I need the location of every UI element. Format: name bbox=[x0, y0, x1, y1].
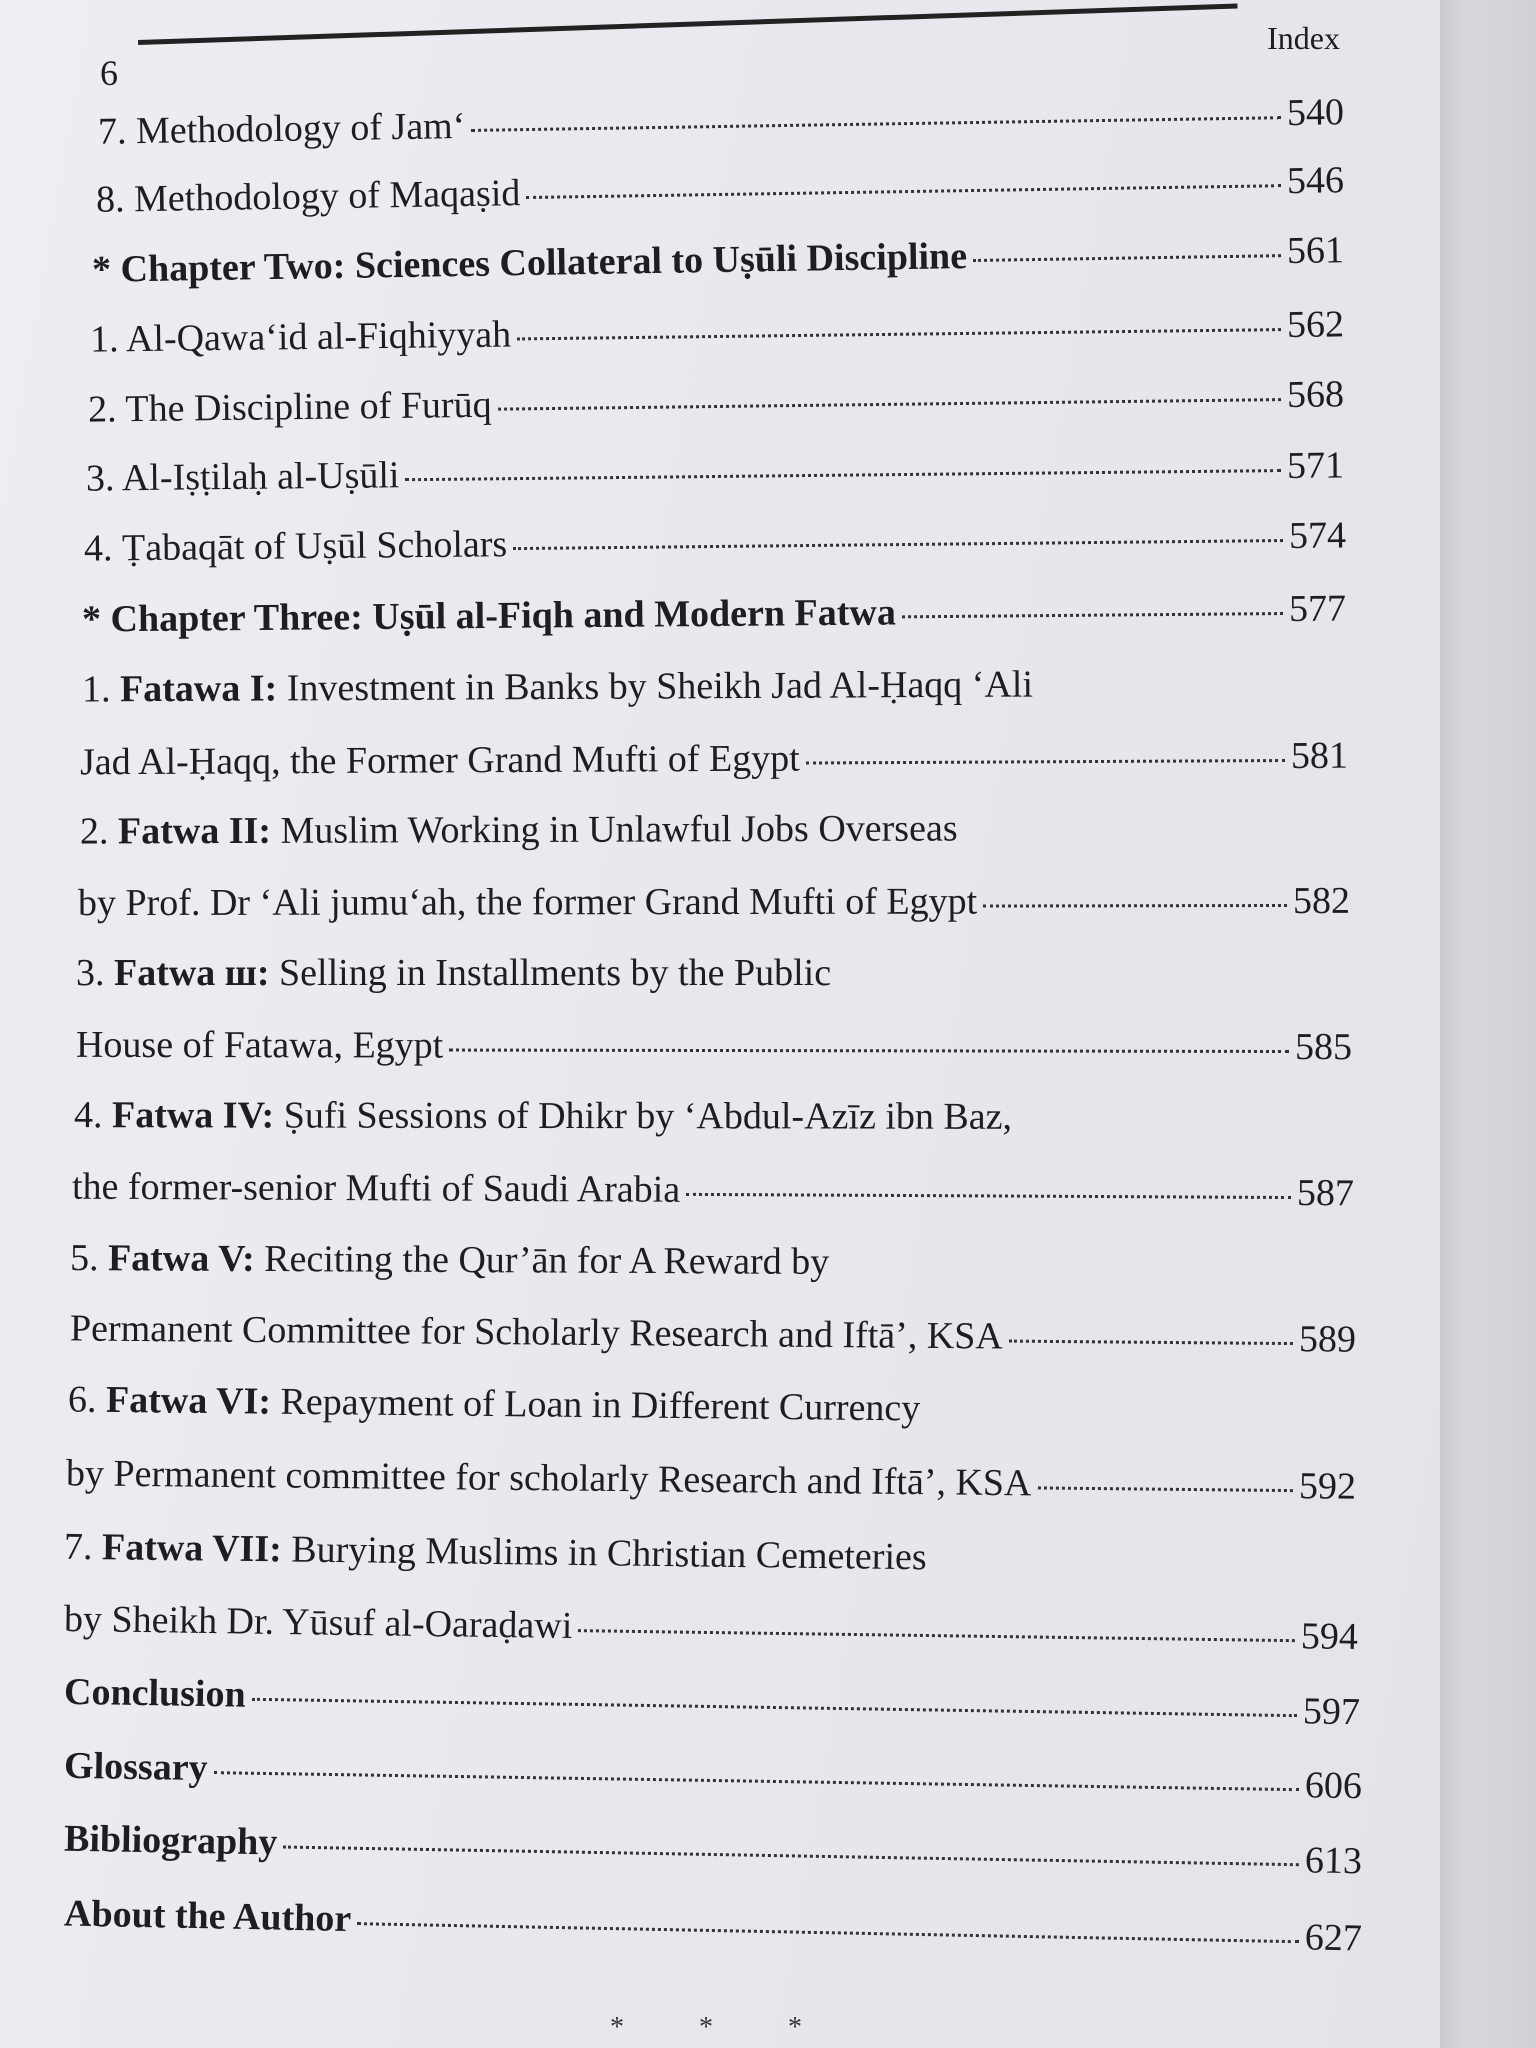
toc-entry-label: 8. Methodology of Maqaṣid bbox=[95, 172, 521, 221]
fatwa-name: Fatwa V: bbox=[107, 1237, 255, 1280]
leader-dots bbox=[449, 1049, 1289, 1053]
fatwa-title: Selling in Installments by the Public bbox=[269, 952, 832, 994]
fatwa-number: 1. bbox=[81, 668, 111, 711]
page-edge bbox=[1440, 0, 1536, 2048]
fatwa-separator: : bbox=[264, 667, 278, 710]
toc-entry-page: 540 bbox=[1286, 91, 1345, 135]
fatwa-number: 2. bbox=[79, 810, 109, 853]
leader-dots bbox=[973, 254, 1281, 262]
toc-entry bbox=[98, 90, 1345, 154]
toc-entry-label: Glossary bbox=[63, 1744, 208, 1790]
toc-entry-label: 1. Al-Qawa‘id al-Fiqhiyyah bbox=[89, 313, 512, 361]
toc-entry-page: 568 bbox=[1286, 373, 1345, 417]
toc-entry-label: Bibliography bbox=[63, 1817, 278, 1864]
toc-chapter-heading bbox=[92, 228, 1345, 292]
fatwa-separator: : bbox=[258, 809, 272, 852]
fatwa-title-line bbox=[74, 1093, 1012, 1139]
leader-dots bbox=[357, 1922, 1299, 1943]
toc-entry-label: Conclusion bbox=[63, 1670, 247, 1716]
fatwa-title: Reciting the Qur’ān for A Reward by bbox=[254, 1237, 830, 1283]
toc-entry-page: 546 bbox=[1286, 159, 1345, 203]
fatwa-number: 6. bbox=[67, 1378, 97, 1421]
toc-entry-page: 606 bbox=[1304, 1764, 1363, 1808]
fatwa-name: Fatwa VI: bbox=[105, 1378, 272, 1423]
toc-entry bbox=[80, 734, 1348, 785]
page-number: 6 bbox=[100, 53, 118, 93]
toc-backmatter-entry bbox=[64, 1892, 1363, 1961]
leader-dots bbox=[517, 328, 1281, 340]
toc-entry-page: 582 bbox=[1292, 879, 1351, 922]
toc-entry-label: the former-senior Mufti of Saudi Arabia bbox=[71, 1165, 681, 1211]
toc-entry-page: 613 bbox=[1304, 1839, 1363, 1883]
fatwa-number: 4. bbox=[73, 1094, 103, 1137]
fatwa-name: Fatwa II bbox=[117, 809, 259, 853]
toc-entry-label: 3. Al-Iṣṭilaḥ al-Uṣūli bbox=[85, 454, 400, 500]
fatwa-title-line bbox=[80, 806, 958, 853]
fatwa-name: Fatwa ш bbox=[114, 952, 257, 994]
toc-entry-page: 627 bbox=[1304, 1916, 1363, 1960]
leader-dots bbox=[513, 539, 1283, 550]
leader-dots bbox=[686, 1193, 1291, 1199]
ornament-stars: * * * bbox=[610, 2012, 836, 2043]
toc-entry-page: 587 bbox=[1296, 1172, 1355, 1215]
toc-entry bbox=[66, 1451, 1356, 1509]
toc-chapter-heading bbox=[82, 586, 1346, 641]
toc-entry-label: by Sheikh Dr. Yūsuf al-Oaraḍawi bbox=[63, 1597, 573, 1648]
toc-entry-label: Permanent Committee for Scholarly Research and Iftā’, KSA bbox=[69, 1307, 1004, 1358]
fatwa-separator: : bbox=[261, 1094, 275, 1137]
leader-dots bbox=[983, 904, 1287, 908]
toc-entry-page: 592 bbox=[1298, 1465, 1357, 1508]
toc-entry-label: 2. The Discipline of Furūq bbox=[87, 383, 492, 431]
fatwa-title: Muslim Working in Unlawful Jobs Overseas bbox=[270, 807, 958, 852]
toc-entry bbox=[96, 158, 1345, 222]
toc-entry-label: * Chapter Two: Sciences Collateral to Uṣūli Discipline bbox=[91, 235, 968, 291]
toc-entry-label: 4. Ṭabaqāt of Uṣūl Scholars bbox=[83, 523, 508, 570]
leader-dots bbox=[902, 612, 1283, 618]
toc-entry bbox=[72, 1165, 1354, 1216]
toc-entry-label: About the Author bbox=[63, 1892, 352, 1941]
fatwa-name: Fatwa VII: bbox=[101, 1526, 283, 1571]
fatwa-number: 3. bbox=[76, 952, 105, 994]
toc-entry-label: Jad Al-Ḥaqq, the Former Grand Mufti of Egypt bbox=[79, 737, 800, 784]
toc-entry-page: 597 bbox=[1302, 1690, 1361, 1734]
leader-dots bbox=[214, 1771, 1299, 1791]
running-header: Index bbox=[1267, 20, 1340, 56]
fatwa-name: Fatwa IV bbox=[111, 1094, 262, 1137]
toc-entry-page: 589 bbox=[1298, 1318, 1357, 1361]
toc-entry bbox=[76, 1023, 1352, 1069]
toc-entry-page: 585 bbox=[1294, 1026, 1353, 1069]
fatwa-title: Burying Muslims in Christian Cemeteries bbox=[281, 1528, 927, 1579]
toc-backmatter-entry bbox=[64, 1817, 1363, 1884]
toc-entry-page: 562 bbox=[1286, 303, 1345, 347]
leader-dots bbox=[498, 398, 1281, 411]
leader-dots bbox=[1009, 1340, 1293, 1345]
fatwa-title-line bbox=[68, 1378, 921, 1431]
fatwa-number: 5. bbox=[69, 1237, 99, 1280]
toc-entry bbox=[70, 1306, 1356, 1361]
toc-entry bbox=[84, 513, 1346, 570]
toc-entry-page: 574 bbox=[1288, 514, 1347, 557]
toc-entry-page: 561 bbox=[1286, 229, 1345, 273]
toc-entry-label: House of Fatawa, Egypt bbox=[75, 1023, 444, 1067]
fatwa-separator: : bbox=[256, 952, 270, 994]
toc-entry bbox=[86, 443, 1344, 500]
fatwa-title: Ṣufi Sessions of Dhikr by ‘Abdul-Azīz ibn Baz, bbox=[274, 1094, 1013, 1138]
leader-dots bbox=[406, 469, 1282, 481]
toc-entry bbox=[88, 372, 1344, 431]
fatwa-title-line bbox=[70, 1236, 829, 1284]
leader-dots bbox=[578, 1629, 1295, 1642]
fatwa-title: Investment in Banks by Sheikh Jad Al-Ḥaqq ‘Ali bbox=[277, 663, 1034, 710]
fatwa-title-line bbox=[64, 1525, 927, 1580]
leader-dots bbox=[471, 116, 1281, 132]
toc-entry-page: 581 bbox=[1290, 734, 1349, 777]
toc-backmatter-entry bbox=[64, 1744, 1363, 1808]
fatwa-title: Repayment of Loan in Different Currency bbox=[270, 1380, 921, 1430]
toc-entry-page: 594 bbox=[1300, 1615, 1359, 1659]
leader-dots bbox=[806, 759, 1285, 765]
toc-backmatter-entry bbox=[64, 1670, 1361, 1734]
fatwa-title-line bbox=[76, 951, 831, 995]
fatwa-number: 7. bbox=[63, 1525, 93, 1569]
leader-dots bbox=[283, 1846, 1299, 1867]
leader-dots bbox=[1037, 1486, 1293, 1492]
fatwa-title-line bbox=[82, 663, 1033, 712]
toc-entry-label: 7. Methodology of Jam‘ bbox=[97, 105, 466, 153]
toc-entry bbox=[78, 879, 1350, 925]
fatwa-name: Fatawa I bbox=[119, 667, 265, 711]
toc-entry-page: 571 bbox=[1286, 444, 1345, 488]
toc-entry-page: 577 bbox=[1288, 587, 1347, 630]
toc-entry-label: by Permanent committee for scholarly Research and Iftā’, KSA bbox=[65, 1452, 1032, 1505]
toc-entry bbox=[90, 302, 1344, 361]
leader-dots bbox=[526, 184, 1281, 199]
toc-entry-label: * Chapter Three: Uṣūl al-Fiqh and Modern Fatwa bbox=[81, 591, 897, 641]
toc-entry bbox=[64, 1597, 1358, 1659]
toc-entry-label: by Prof. Dr ‘Ali jumu‘ah, the former Grand Mufti of Egypt bbox=[77, 880, 978, 925]
leader-dots bbox=[252, 1698, 1297, 1717]
